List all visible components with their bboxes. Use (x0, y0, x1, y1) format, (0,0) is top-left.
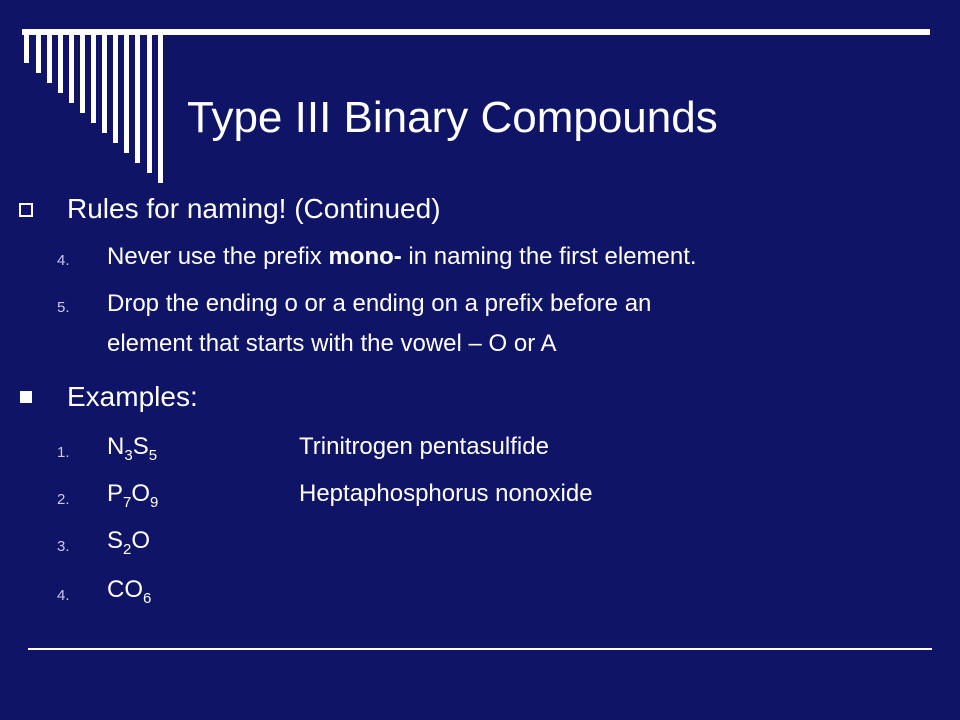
rule-5-number: 5. (57, 299, 70, 316)
decorative-bar (69, 35, 74, 103)
formula-subscript: 7 (123, 494, 132, 511)
decorative-bar (158, 35, 163, 183)
example-compound-name: Heptaphosphorus nonoxide (299, 480, 593, 507)
formula-symbol: N (107, 433, 125, 460)
decorative-bar (91, 35, 96, 123)
rule-4-text-start: Never use the prefix (107, 243, 329, 270)
example-formula (107, 526, 150, 565)
example-formula (107, 479, 158, 518)
formula-subscript: 9 (150, 494, 159, 511)
decorative-bar (135, 35, 140, 163)
slide-title: Type III Binary Compounds (187, 93, 718, 142)
formula-symbol: CO (107, 576, 143, 603)
decorative-bar (113, 35, 118, 143)
example-number: 3. (57, 538, 70, 555)
rule-5-line-1: Drop the ending o or a ending on a prefix before an (107, 290, 652, 317)
formula-subscript: 3 (124, 447, 133, 464)
decorative-bar (47, 35, 52, 83)
example-number: 4. (57, 587, 70, 604)
decorative-bar (58, 35, 63, 93)
rules-heading: Rules for naming! (Continued) (67, 193, 441, 224)
formula-subscript: 2 (123, 541, 132, 558)
example-number: 1. (57, 444, 70, 461)
filled-square-bullet-icon (20, 391, 32, 403)
formula-subscript: 5 (148, 447, 158, 464)
example-number: 2. (57, 491, 70, 508)
rule-4-bold-prefix: mono- (328, 243, 402, 270)
example-compound-name: Trinitrogen pentasulfide (299, 433, 549, 460)
formula-symbol: S (132, 433, 149, 460)
decorative-bar (124, 35, 129, 153)
example-formula (107, 575, 151, 614)
decorative-bar (80, 35, 85, 113)
formula-symbol: S (107, 527, 124, 554)
rule-4-number: 4. (57, 252, 70, 269)
formula-symbol: O (131, 480, 151, 507)
rule-4-text-end: in naming the first element. (401, 243, 697, 270)
examples-heading: Examples: (67, 381, 198, 412)
rule-4-text (107, 240, 697, 273)
rule-5-line-2: element that starts with the vowel – O or A (107, 330, 557, 357)
hollow-square-bullet-icon (19, 203, 33, 217)
decorative-bar (24, 35, 29, 63)
formula-subscript: 6 (143, 590, 152, 607)
decorative-bar (36, 35, 41, 73)
decorative-bar (102, 35, 107, 133)
formula-symbol: P (107, 480, 124, 507)
decorative-bar (147, 35, 152, 173)
formula-symbol: O (131, 527, 151, 554)
example-formula (107, 432, 157, 471)
bottom-border-line (28, 648, 932, 650)
